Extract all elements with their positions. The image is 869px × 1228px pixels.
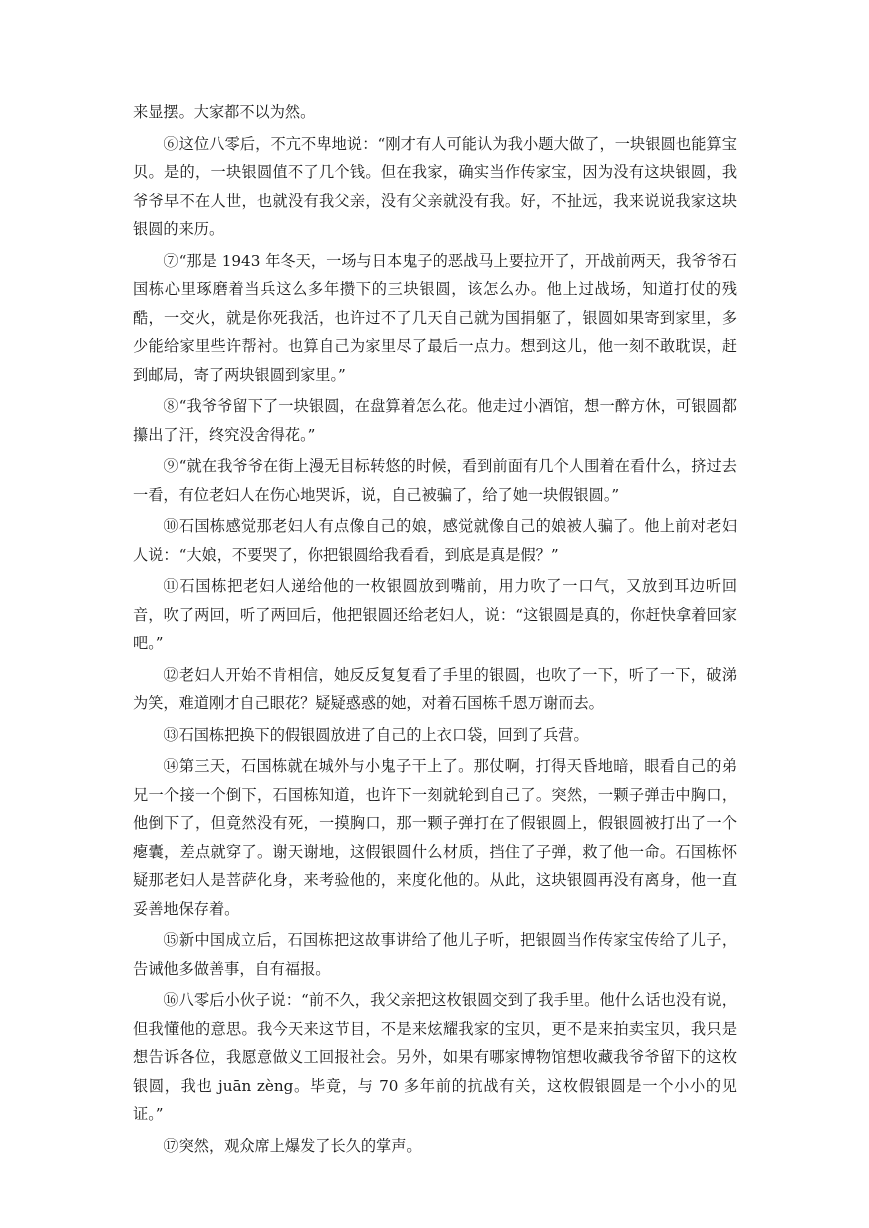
article-body: [133, 98, 737, 1160]
paragraph-9: ⑨“就在我爷爷在街上漫无目标转悠的时候，看到前面有几个人围着在看什么，挤过去一看，有位老妇人在伤心地哭诉，说，自己被骗了，给了她一块假银圆。”: [133, 457, 737, 504]
paragraph-15: ⑮新中国成立后，石国栋把这故事讲给了他儿子听，把银圆当作传家宝传给了儿子，告诫他多做善事，自有福报。: [133, 931, 737, 978]
paragraph-continuation: 来显摆。大家都不以为然。: [133, 103, 316, 121]
paragraph-11: ⑪石国栋把老妇人递给他的一枚银圆放到嘴前，用力吹了一口气，又放到耳边听回音，吹了两回，听了两回后，他把银圆还给老妇人，说：“这银圆是真的，你赶快拿着回家吧。”: [133, 577, 737, 652]
paragraph-10: ⑩石国栋感觉那老妇人有点像自己的娘，感觉就像自己的娘被人骗了。他上前对老妇人说：“大娘，不要哭了，你把银圆给我看看，到底是真是假？”: [133, 517, 737, 564]
paragraph-17: ⑰突然，观众席上爆发了长久的掌声。: [163, 1136, 422, 1155]
paragraph-16: ⑯八零后小伙子说：“前不久，我父亲把这枚银圆交到了我手里。他什么话也没有说，但我懂他的意思。我今天来这节目，不是来炫耀我家的宝贝，更不是来拍卖宝贝，我只是想告诉各位，我愿意做义工回报社会。另外，如果有哪家博物馆想收藏我爷爷留下的这枚银圆，我也 juān zèng。毕竟，与 70 多年前的抗战有关，这枚假银圆是一个小小的见证。”: [133, 991, 737, 1123]
paragraph-7: ⑦“那是 1943 年冬天，一场与日本鬼子的恶战马上要拉开了，开战前两天，我爷爷石国栋心里琢磨着当兵这么多年攒下的三块银圆，该怎么办。他上过战场，知道打仗的残酷，一交火，就是你死我活，也许过不了几天自己就为国捐躯了，银圆如果寄到家里，多少能给家里些许帮衬。也算自己为家里尽了最后一点力。想到这儿，他一刻不敢耽误，赶到邮局，寄了两块银圆到家里。”: [133, 251, 737, 384]
paragraph-8: ⑧“我爷爷留下了一块银圆，在盘算着怎么花。他走过小酒馆，想一醉方休，可银圆都攥出了汗，终究没舍得花。”: [133, 397, 737, 444]
paragraph-14: ⑭第三天，石国栋就在城外与小鬼子干上了。那仗啊，打得天昏地暗，眼看自己的弟兄一个接一个倒下，石国栋知道，也许下一刻就轮到自己了。突然，一颗子弹击中胸口，他倒下了，但竟然没有死，一摸胸口，那一颗子弹打在了假银圆上，假银圆被打出了一个瘪囊，差点就穿了。谢天谢地，这假银圆什么材质，挡住了子弹，救了他一命。石国栋怀疑那老妇人是菩萨化身，来考验他的，来度化他的。从此，这块银圆再没有离身，他一直妥善地保存着。: [133, 757, 737, 918]
paragraph-6: ⑥这位八零后，不亢不卑地说：“刚才有人可能认为我小题大做了，一块银圆也能算宝贝。是的，一块银圆值不了几个钱。但在我家，确实当作传家宝，因为没有这块银圆，我爷爷早不在人世，也就没有我父亲，没有父亲就没有我。好，不扯远，我来说说我家这块银圆的来历。: [133, 134, 737, 238]
paragraph-13: ⑬石国栋把换下的假银圆放进了自己的上衣口袋，回到了兵营。: [163, 725, 589, 744]
paragraph-12: ⑫老妇人开始不肯相信，她反反复复看了手里的银圆，也吹了一下，听了一下，破涕为笑，难道刚才自己眼花？疑疑惑惑的她，对着石国栋千恩万谢而去。: [133, 665, 737, 712]
